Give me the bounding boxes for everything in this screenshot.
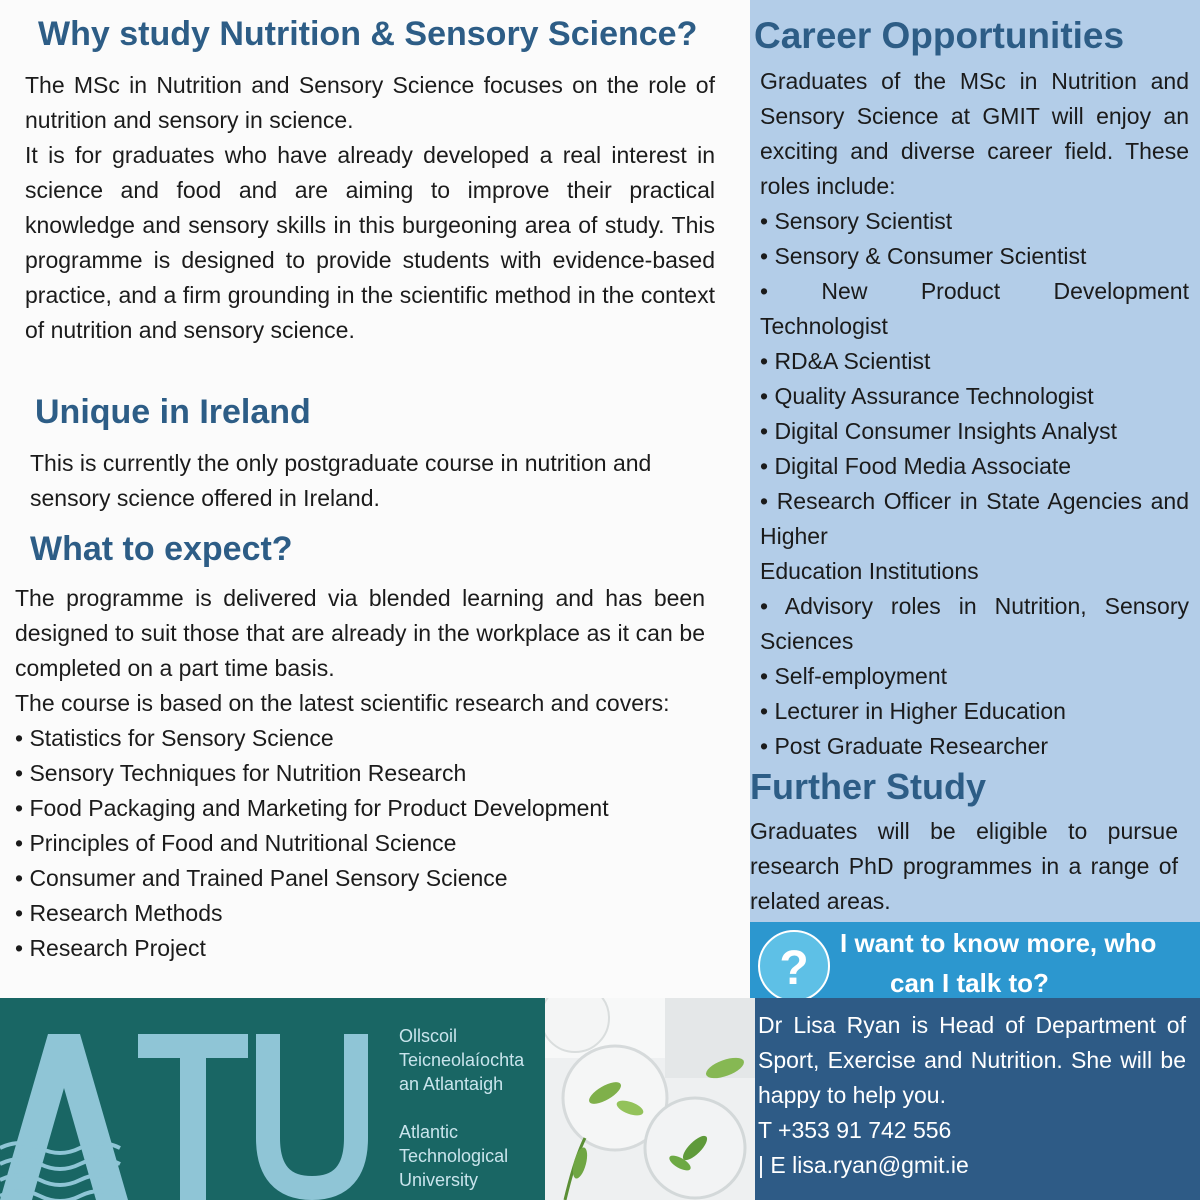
- expect-title: What to expect?: [30, 530, 293, 568]
- why-title: Why study Nutrition & Sensory Science?: [38, 15, 698, 53]
- contact-body: [758, 1008, 1186, 1183]
- career-item: • Lecturer in Higher Education: [760, 698, 1066, 724]
- career-item: • Quality Assurance Technologist: [760, 383, 1094, 409]
- module-item: • Consumer and Trained Panel Sensory Science: [15, 865, 508, 891]
- atu-logo: [0, 998, 545, 1200]
- unique-text: This is currently the only postgraduate course in nutrition and sensory science offered in Ireland.: [30, 450, 652, 511]
- cta-line-1: I want to know more, who: [840, 928, 1157, 958]
- logo-irish-line-2: Teicneolaíochta: [399, 1050, 525, 1070]
- further-text: Graduates will be eligible to pursue research PhD programmes in a range of related areas.: [750, 818, 1178, 914]
- module-item: • Sensory Techniques for Nutrition Research: [15, 760, 467, 786]
- cta-line-2: can I talk to?: [890, 968, 1049, 998]
- career-intro: Graduates of the MSc in Nutrition and Sensory Science at GMIT will enjoy an exciting and diverse career field. These roles include:: [760, 68, 1189, 199]
- question-icon: [758, 930, 830, 1002]
- logo-irish-line-3: an Atlantaigh: [399, 1074, 504, 1094]
- why-paragraph-1: The MSc in Nutrition and Sensory Science focuses on the role of nutrition and sensory in science.: [25, 72, 715, 133]
- module-item: • Research Methods: [15, 900, 223, 926]
- career-item: • Self-employment: [760, 663, 948, 689]
- module-item: • Statistics for Sensory Science: [15, 725, 334, 751]
- petri-dish-photo: [545, 998, 755, 1200]
- logo-irish-name: [399, 1024, 524, 1096]
- atu-logo-mark: [0, 998, 380, 1200]
- expect-body: [15, 581, 705, 966]
- unique-title: Unique in Ireland: [35, 393, 311, 431]
- svg-text:?: ?: [779, 942, 809, 995]
- logo-english-line-3: University: [399, 1170, 479, 1190]
- logo-english-line-1: Atlantic: [399, 1122, 459, 1142]
- logo-irish-line-1: Ollscoil: [399, 1026, 458, 1046]
- career-item: • Digital Food Media Associate: [760, 453, 1072, 479]
- expect-paragraph-1: The programme is delivered via blended learning and has been designed to suit those that are already in the workplace as it can be completed on a part time basis.: [15, 585, 705, 681]
- contact-email[interactable]: | E lisa.ryan@gmit.ie: [758, 1152, 969, 1178]
- career-item: • Advisory roles in Nutrition, Sensory Sciences: [760, 593, 1189, 654]
- career-title: Career Opportunities: [754, 15, 1125, 56]
- module-item: • Research Project: [15, 935, 206, 961]
- further-title: Further Study: [750, 766, 987, 807]
- petri-dish-image: [545, 998, 755, 1200]
- career-item: • Sensory Scientist: [760, 208, 953, 234]
- contact-cta-bar: [750, 922, 1200, 998]
- career-panel: [750, 0, 1200, 922]
- career-item: • Post Graduate Researcher: [760, 733, 1049, 759]
- career-item: Education Institutions: [760, 558, 979, 584]
- logo-english-name: [399, 1120, 508, 1192]
- why-body: [25, 68, 715, 348]
- why-paragraph-2: It is for graduates who have already developed a real interest in science and food and are aiming to improve their practical knowledge and sensory skills in this burgeoning area of study. This programme is designed to provide students with evidence-based practice, and a firm grounding in the scientific method in the context of nutrition and sensory science.: [25, 142, 715, 343]
- contact-panel: [750, 998, 1200, 1200]
- career-item: • Digital Consumer Insights Analyst: [760, 418, 1118, 444]
- logo-english-line-2: Technological: [399, 1146, 509, 1166]
- career-item: • New Product Development Technologist: [760, 278, 1189, 339]
- module-item: • Food Packaging and Marketing for Product Development: [15, 795, 609, 821]
- career-item: • RD&A Scientist: [760, 348, 931, 374]
- career-item: • Sensory & Consumer Scientist: [760, 243, 1087, 269]
- expect-paragraph-2: The course is based on the latest scientific research and covers:: [15, 690, 670, 716]
- career-item: • Research Officer in State Agencies and Higher: [760, 488, 1189, 549]
- career-body: [760, 64, 1189, 764]
- contact-phone[interactable]: T +353 91 742 556: [758, 1117, 952, 1143]
- module-item: • Principles of Food and Nutritional Science: [15, 830, 457, 856]
- contact-text: Dr Lisa Ryan is Head of Department of Sport, Exercise and Nutrition. She will be happy to help you.: [758, 1012, 1186, 1108]
